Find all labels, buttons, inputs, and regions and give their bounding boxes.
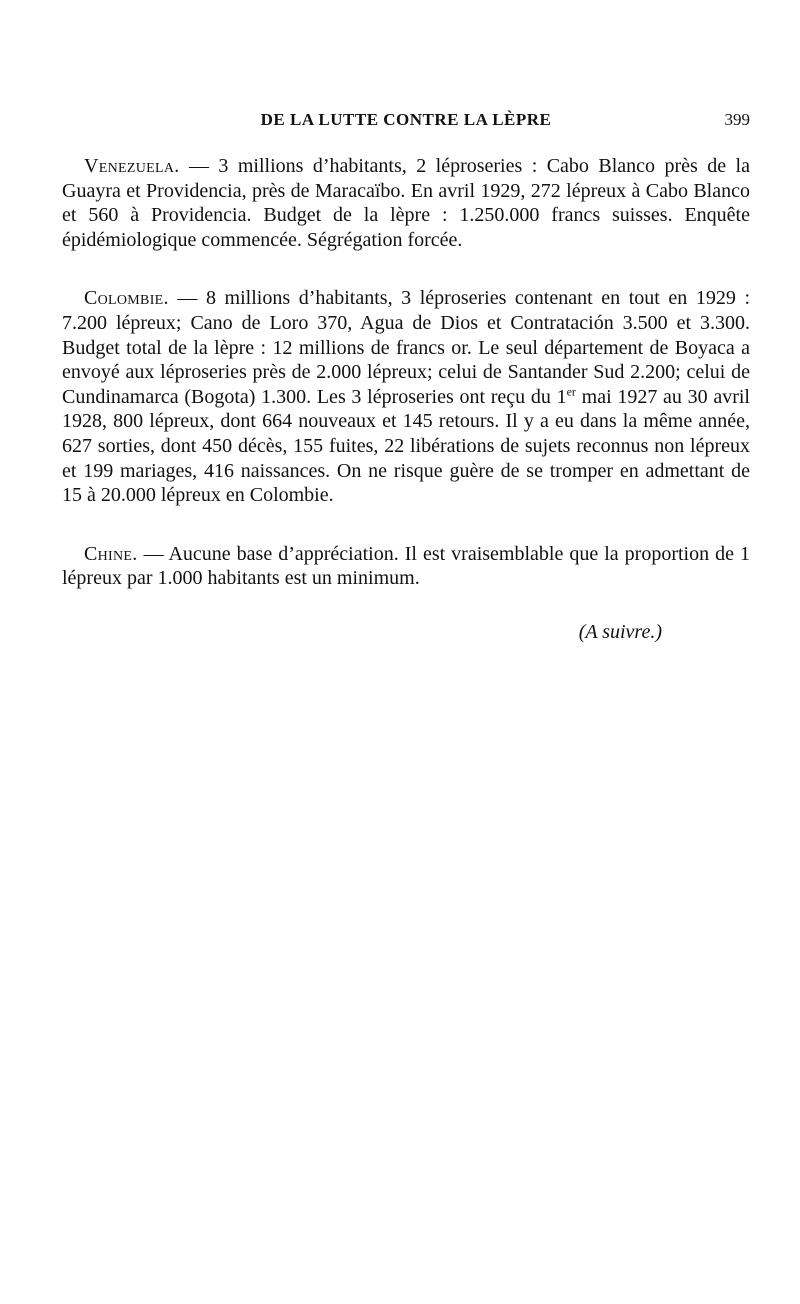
running-title: DE LA LUTTE CONTRE LA LÈPRE bbox=[260, 110, 552, 129]
paragraph-colombie bbox=[62, 286, 750, 507]
paragraph-colombie-text-part-2: mai 1927 au 30 avril 1928, 800 lépreux, dont 664 nouveaux et 145 retours. Il y a eu dans la même année, 627 sorties, dont 450 décès, 155 fuites, 22 libérations de sujets reconnus non lépreux et 199 mariages, 416 naissances. On ne risque guère de se tromper en admettant de 15 à 20.000 lépreux en Colombie. bbox=[62, 385, 750, 507]
page-number: 399 bbox=[724, 110, 750, 129]
continuation-note: (A suivre.) bbox=[578, 620, 662, 643]
paragraph-venezuela-text: — 3 millions d’habitants, 2 léproseries : Cabo Blanco près de la Guayra et Providencia, près de Maracaïbo. En avril 1929, 272 lépreux à Cabo Blanco et 560 à Providencia. Budget de la lèpre : 1.250.000 francs suisses. Enquête épidémiologique commencée. Ségrégation forcée. bbox=[62, 155, 750, 251]
ordinal-superscript: er bbox=[566, 384, 576, 399]
paragraph-chine bbox=[62, 542, 750, 591]
country-name-chine: Chine. bbox=[84, 542, 138, 565]
paragraph-colombie-text-part-1: — 8 millions d’habitants, 3 léproseries contenant en tout en 1929 : 7.200 lépreux; Cano de Loro 370, Agua de Dios et Contratación 3.500 et 3.300. Budget total de la lèpre : 12 millions de francs or. Le seul département de Boyaca a envoyé aux léproseries près de 2.000 lépreux; celui de Santander Sud 2.200; celui de Cundinamarca (Bogota) 1.300. Les 3 léproseries ont reçu du 1 bbox=[62, 287, 750, 408]
running-head bbox=[62, 110, 750, 140]
country-name-colombie: Colombie. bbox=[84, 287, 169, 310]
country-name-venezuela: Venezuela. bbox=[84, 155, 180, 177]
paragraph-venezuela bbox=[62, 154, 750, 252]
book-page bbox=[62, 110, 750, 644]
paragraph-chine-text: — Aucune base d’appréciation. Il est vraisemblable que la proportion de 1 lépreux par 1.000 habitants est un minimum. bbox=[62, 542, 750, 590]
